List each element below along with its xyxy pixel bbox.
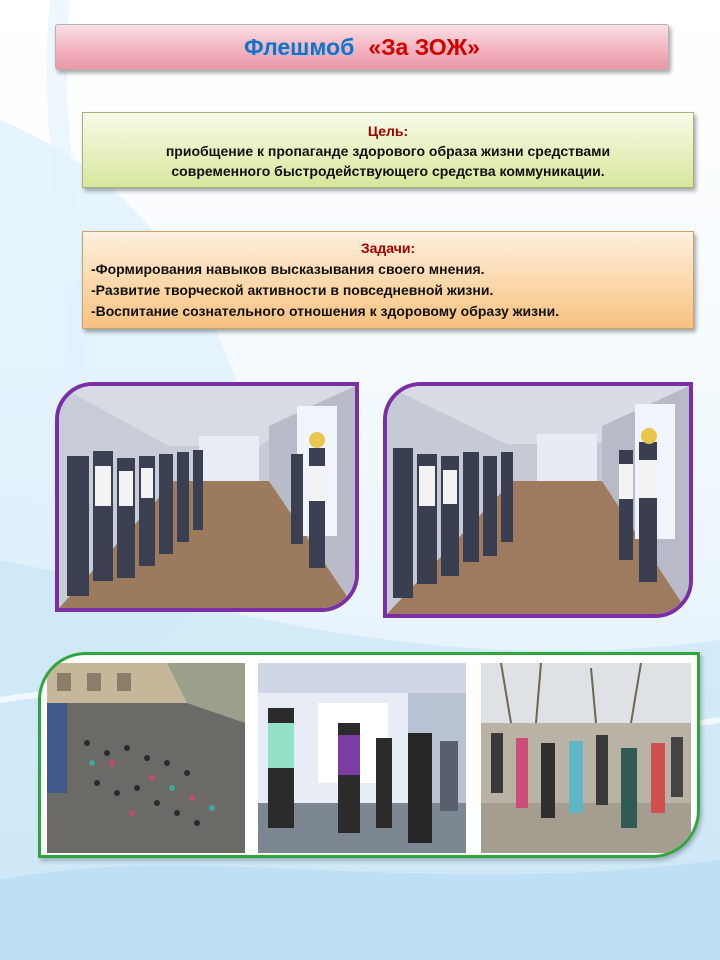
tasks-list bbox=[83, 259, 693, 322]
title-accent-text: «За ЗОЖ» bbox=[368, 33, 480, 60]
photo-circle-dance bbox=[481, 663, 691, 853]
goal-box bbox=[82, 112, 694, 188]
tasks-label: Задачи: bbox=[360, 240, 416, 256]
tasks-box bbox=[82, 231, 694, 329]
task-item: -Воспитание сознательного отношения к здоровому образу жизни. bbox=[91, 303, 560, 319]
photo-hallway-1 bbox=[55, 382, 359, 612]
goal-label: Цель: bbox=[367, 123, 409, 139]
photo-hallway-2 bbox=[383, 382, 693, 618]
title-main-text: Флешмоб bbox=[244, 33, 355, 60]
task-item: -Формирования навыков высказывания своего мнения. bbox=[91, 261, 485, 277]
goal-line-1: приобщение к пропаганде здорового образа жизни средствами bbox=[165, 143, 611, 159]
task-item: -Развитие творческой активности в повседневной жизни. bbox=[91, 282, 494, 298]
photo-stage-group bbox=[258, 663, 466, 853]
photo-strip bbox=[38, 652, 700, 858]
photo-courtyard bbox=[47, 663, 245, 853]
goal-line-2: современного быстродействующего средства коммуникации. bbox=[171, 163, 605, 179]
title-banner bbox=[55, 24, 669, 70]
